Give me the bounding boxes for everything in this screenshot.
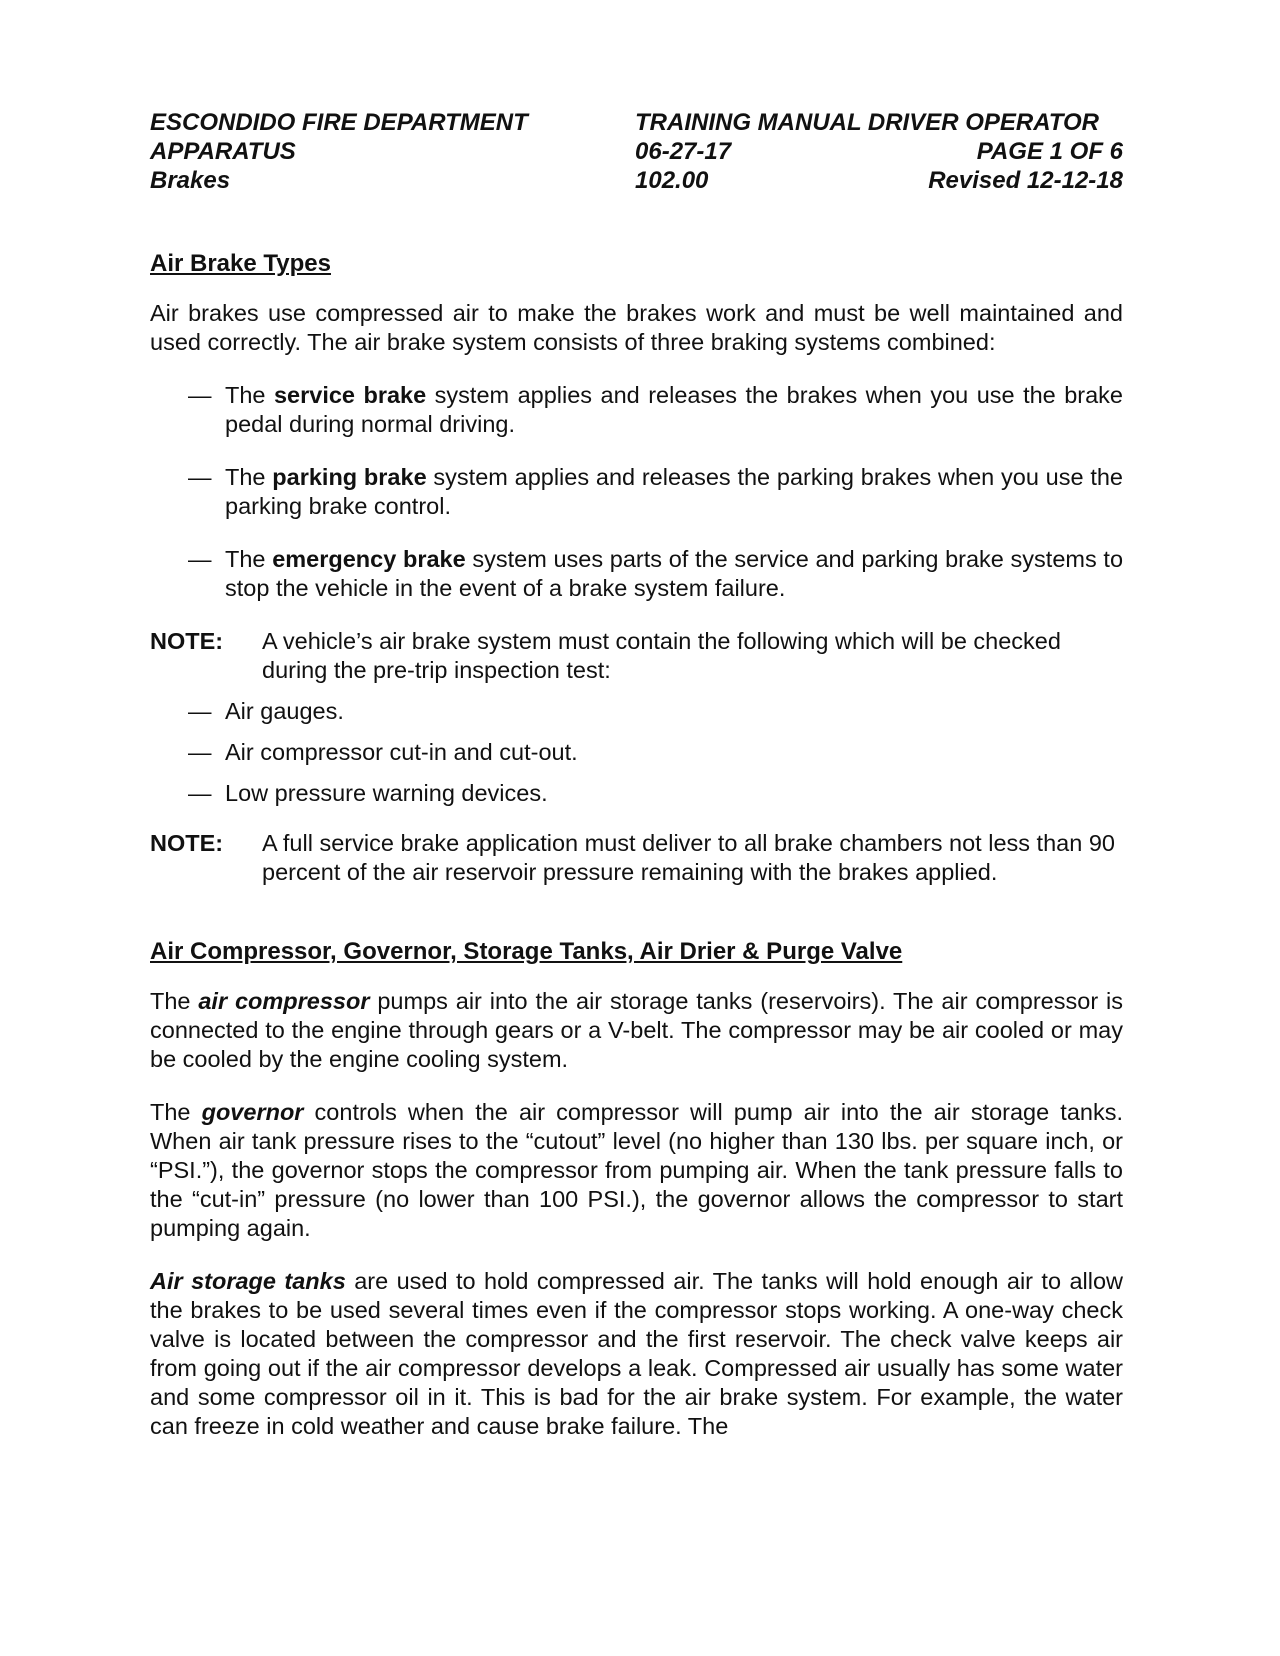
check-low-pressure: — Low pressure warning devices. <box>188 780 548 806</box>
header-number: 102.00 <box>635 167 709 194</box>
note-label: NOTE: <box>150 830 224 856</box>
note-pretrip <box>150 627 1123 685</box>
header-org: ESCONDIDO FIRE DEPARTMENT <box>150 109 528 136</box>
header-date: 06-27-17 <box>635 138 732 165</box>
paragraph-air-compressor: The air compressor pumps air into the air storage tanks (reservoirs). The air compressor is connected to the engine through gears or a V-belt. The compressor may be air cooled or may be cooled by the engine cooling system. <box>150 988 1123 1072</box>
note-text: A full service brake application must deliver to all brake chambers not less than 90 percent of the air reservoir pressure remaining with the brakes applied. <box>262 830 1115 885</box>
dash-glyph: — <box>188 464 212 490</box>
note-label: NOTE: <box>150 628 224 654</box>
check-air-gauges: — Air gauges. <box>188 698 344 724</box>
bullet-service-brake: — The service brake system applies and releases the brakes when you use the brake pedal during normal driving. <box>188 382 1123 437</box>
term-service-brake: service brake <box>273 382 427 408</box>
header-manual: TRAINING MANUAL DRIVER OPERATOR <box>635 109 1100 136</box>
header-revised: Revised 12-12-18 <box>928 167 1123 194</box>
header-page: PAGE 1 OF 6 <box>976 138 1123 165</box>
dash-glyph: — <box>188 780 212 806</box>
note-text: A vehicle’s air brake system must contain the following which will be checked during the pre-trip inspection test: <box>262 628 1061 683</box>
intro-paragraph: Air brakes use compressed air to make the brakes work and must be well maintained and used correctly. The air brake system consists of three braking systems combined: <box>150 300 1123 355</box>
check-compressor-cut: — Air compressor cut-in and cut-out. <box>188 739 578 765</box>
bullet-emergency-brake: — The emergency brake system uses parts of the service and parking brake systems to stop the vehicle in the event of a brake system failure. <box>188 546 1124 601</box>
header-section: APPARATUS <box>150 138 296 165</box>
document-page <box>150 108 1123 1441</box>
term-parking-brake: parking brake <box>272 464 427 490</box>
term-emergency-brake: emergency brake <box>272 546 466 572</box>
header-topic: Brakes <box>150 167 231 194</box>
term-air-compressor: air compressor <box>198 988 370 1014</box>
term-governor: governor <box>201 1099 304 1125</box>
dash-glyph: — <box>188 546 212 572</box>
page-header <box>150 108 1123 195</box>
bullet-parking-brake: — The parking brake system applies and releases the parking brakes when you use the parking brake control. <box>188 464 1124 519</box>
term-air-storage-tanks: Air storage tanks <box>150 1268 346 1294</box>
paragraph-governor: The governor controls when the air compressor will pump air into the air storage tanks. When air tank pressure rises to the “cutout” level (no higher than 130 lbs. per square inch, or “PSI.”), the governor stops the compressor from pumping air. When the tank pressure falls to the “cut-in” pressure (no lower than 100 PSI.), the governor allows the compressor to start pumping again. <box>150 1099 1123 1241</box>
note-service-application <box>150 829 1123 887</box>
section-heading-air-brake-types: Air Brake Types <box>150 250 331 277</box>
paragraph-storage-tanks: Air storage tanks are used to hold compressed air. The tanks will hold enough air to allow the brakes to be used several times even if the compressor stops working. A one-way check valve is located between the compressor and the first reservoir. The check valve keeps air from going out if the air compressor develops a leak. Compressed air usually has some water and some compressor oil in it. This is bad for the air brake system. For example, the water can freeze in cold weather and cause brake failure. The <box>150 1268 1123 1439</box>
dash-glyph: — <box>188 698 212 724</box>
dash-glyph: — <box>188 739 212 765</box>
dash-glyph: — <box>188 382 212 408</box>
section-heading-compressor: Air Compressor, Governor, Storage Tanks, Air Drier & Purge Valve <box>150 938 903 965</box>
